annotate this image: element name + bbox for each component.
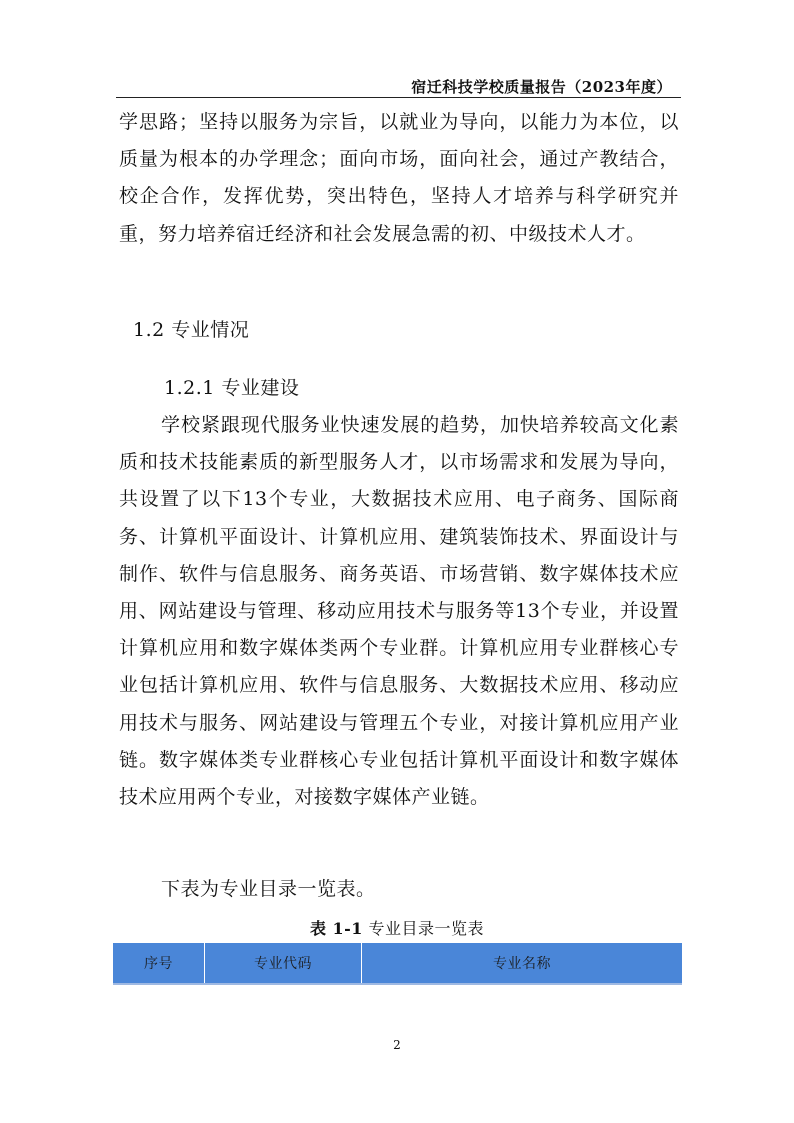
table-intro-paragraph: 下表为专业目录一览表。 [161,878,376,900]
header-divider [116,97,681,98]
column-header-code: 专业代码 [205,943,362,983]
table-caption-label: 表 1-1 [309,919,363,938]
column-header-index: 序号 [113,943,205,983]
intro-continuation-paragraph: 学思路；坚持以服务为宗旨，以就业为导向，以能力为本位，以质量为根本的办学理念；面向市场，面向社会，通过产教结合，校企合作，发挥优势，突出特色，坚持人才培养与科学研究并重，努力培养宿迁经济和社会发展急需的初、中级技术人才。 [119,111,679,245]
subsection-heading: 1.2.1 专业建设 [164,377,300,399]
column-header-name: 专业名称 [493,956,551,972]
major-construction-paragraph: 学校紧跟现代服务业快速发展的趋势，加快培养较高文化素质和技术技能素质的新型服务人才，以市场需求和发展为导向，共设置了以下13个专业，大数据技术应用、电子商务、国际商务、计算机平面设计、计算机应用、建筑装饰技术、界面设计与制作、软件与信息服务、商务英语、市场营销、数字媒体技术应用、网站建设与管理、移动应用技术与服务等13个专业，并设置计算机应用和数字媒体类两个专业群。计算机应用专业群核心专业包括计算机应用、软件与信息服务、大数据技术应用、移动应用技术与服务、网站建设与管理五个专业，对接计算机应用产业链。数字媒体类专业群核心专业包括计算机平面设计和数字媒体技术应用两个专业，对接数字媒体产业链。 [119,414,679,809]
table-caption [0,916,794,939]
table-caption-text: 专业目录一览表 [368,919,485,938]
table-header-row [113,943,682,985]
section-heading: 1.2 专业情况 [133,319,250,341]
page-header-title: 宿迁科技学校质量报告（2023年度） [411,78,672,96]
page-number: 2 [393,1038,401,1052]
